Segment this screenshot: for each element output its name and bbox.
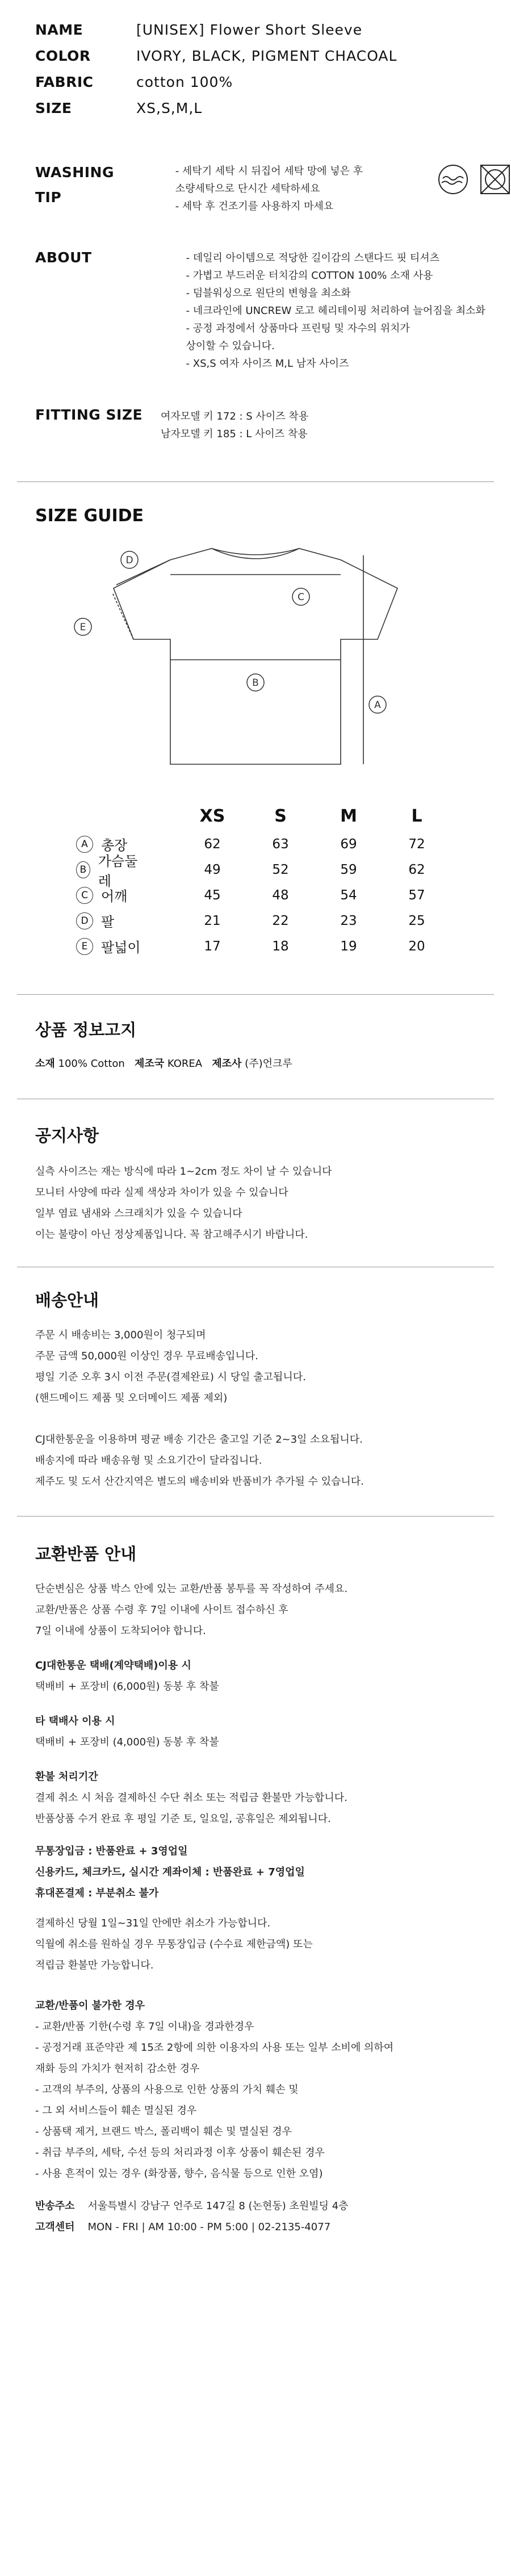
maker-label: 제조사	[212, 1058, 242, 1070]
row-label: 총장	[101, 837, 128, 853]
about-line: 상이할 수 있습니다.	[186, 340, 275, 352]
refund-head: 환불 처리기간	[35, 1771, 98, 1783]
exchange-title: 교환반품 안내	[35, 1544, 137, 1564]
other-courier-head: 타 택배사 이용 시	[35, 1715, 115, 1727]
tshirt-collar	[212, 548, 299, 559]
shipping-line: 배송지에 따라 배송유형 및 소요기간이 달라집니다.	[35, 1455, 262, 1467]
marker-a-text: A	[374, 700, 381, 711]
payment-line: 휴대폰결제 : 부분취소 불가	[35, 1887, 159, 1899]
impossible-line: - 사용 흔적이 있는 경우 (화장품, 향수, 음식물 등으로 인한 오염)	[35, 2168, 323, 2180]
about-line: - 네크라인에 UNCREW 로고 헤리테이핑 처리하여 늘어짐을 최소화	[186, 305, 485, 317]
return-address-value: 서울특별시 강남구 언주로 147길 8 (논현동) 초원빌딩 4층	[87, 2200, 349, 2212]
row-marker: B	[76, 861, 90, 878]
about-line: - 데일리 아이템으로 적당한 길이감의 스탠다드 핏 티셔츠	[186, 252, 439, 264]
marker-c	[292, 588, 309, 605]
notice-line: 일부 염료 냄새와 스크래치가 있을 수 있습니다	[35, 1208, 242, 1220]
wash-icons	[437, 164, 511, 215]
product-notice-line	[35, 1055, 476, 1070]
about-line: - XS,S 여자 사이즈 M,L 남자 사이즈	[186, 358, 349, 370]
shipping-line: 제주도 및 도서 산간지역은 별도의 배송비와 반품비가 추가될 수 있습니다.	[35, 1476, 364, 1488]
notice-section	[0, 1099, 511, 1267]
return-address-line	[35, 2196, 476, 2217]
size-cell: 54	[340, 887, 357, 903]
row-label: 팔	[101, 914, 115, 930]
size-cell: 63	[272, 836, 289, 852]
about-line: - 공정 과정에서 상품마다 프린팅 및 자수의 위치가	[186, 322, 410, 334]
size-cell: 22	[272, 913, 289, 928]
color-label: COLOR	[35, 48, 91, 64]
washing-lines	[135, 162, 437, 215]
notice-line: 실측 사이즈는 재는 방식에 따라 1~2cm 정도 차이 날 수 있습니다	[35, 1166, 332, 1178]
about-label: ABOUT	[35, 249, 92, 266]
row-marker: D	[76, 912, 93, 929]
notice-line: 이는 불량이 아닌 정상제품입니다. 꼭 참고해주시기 바랍니다.	[35, 1229, 308, 1241]
size-cell: 62	[204, 836, 221, 852]
fabric-label: FABRIC	[35, 74, 94, 90]
cj-line: 택배비 + 포장비 (6,000원) 동봉 후 착불	[35, 1681, 219, 1693]
tshirt-outline	[114, 548, 397, 764]
marker-a	[369, 696, 386, 713]
size-cell: 20	[408, 939, 425, 954]
marker-b-text: B	[252, 677, 259, 689]
about-line: - 가볍고 부드러운 터치감의 COTTON 100% 소재 사용	[186, 270, 433, 282]
about-line: - 덤블워싱으로 원단의 변형을 최소화	[186, 287, 351, 299]
washing-line: - 세탁기 세탁 시 뒤집어 세탁 망에 넣은 후	[175, 165, 363, 177]
about-lines	[92, 249, 485, 372]
material-label: 소재	[35, 1058, 55, 1070]
row-marker: E	[76, 938, 93, 955]
spec-fabric-row	[35, 74, 511, 100]
row-label: 어깨	[101, 889, 128, 904]
phone-line: 결제하신 당월 1일~31일 안에만 취소가 가능합니다.	[35, 1917, 271, 1929]
size-label: SIZE	[35, 100, 72, 116]
washing-label	[35, 160, 135, 215]
about-section	[35, 249, 511, 372]
size-cell: 59	[340, 862, 357, 877]
material-value: 100% Cotton	[58, 1058, 125, 1070]
washing-line: - 세탁 후 건조기를 사용하지 마세요	[175, 200, 334, 212]
spec-color-row	[35, 48, 511, 74]
phone-line: 익월에 취소를 원하실 경우 무통장입금 (수수료 제한금액) 또는	[35, 1938, 313, 1950]
size-cell: 45	[204, 887, 221, 903]
name-value: [UNISEX] Flower Short Sleeve	[136, 22, 363, 38]
exchange-intro-line: 교환/반품은 상품 수령 후 7일 이내에 사이트 접수하신 후	[35, 1604, 288, 1616]
impossible-head: 교환/반품이 불가한 경우	[35, 2000, 145, 2012]
fitting-line: 여자모델 키 172 : S 사이즈 착용	[161, 411, 309, 422]
notice-title: 공지사항	[35, 1126, 99, 1145]
washing-tip	[35, 160, 511, 215]
other-courier-line: 택배비 + 포장비 (4,000원) 동봉 후 착불	[35, 1736, 219, 1748]
size-cell: 23	[340, 913, 357, 928]
country-value: KOREA	[167, 1058, 203, 1070]
name-label: NAME	[35, 22, 83, 38]
washing-label-line1: WASHING	[35, 164, 114, 181]
size-cell: 72	[408, 836, 425, 852]
size-cell: 19	[340, 939, 357, 954]
phone-line: 적립금 환불만 가능합니다.	[35, 1959, 154, 1971]
fabric-value: cotton 100%	[136, 74, 233, 90]
cj-head: CJ대한통운 택배(계약택배)이용 시	[35, 1660, 191, 1672]
size-cell: 52	[272, 862, 289, 877]
size-table	[0, 801, 511, 959]
shipping-line: 주문 시 배송비는 3,000원이 청구되며	[35, 1329, 206, 1341]
exchange-intro-line: 단순변심은 상품 박스 안에 있는 교환/반품 봉투를 꼭 작성하여 주세요.	[35, 1583, 348, 1595]
size-cell: 25	[408, 913, 425, 928]
impossible-line: - 공정거래 표준약관 제 15조 2항에 의한 이용자의 사용 또는 일부 소비에 의하여	[35, 2042, 394, 2054]
size-cell: 18	[272, 939, 289, 954]
country-label: 제조국	[135, 1058, 165, 1070]
maker-value: (주)언크루	[245, 1058, 292, 1070]
size-row-sleeve-width	[0, 933, 511, 959]
customer-center-label: 고객센터	[35, 2221, 75, 2233]
refund-line: 결제 취소 시 처음 결제하신 수단 취소 또는 적립금 환불만 가능합니다.	[35, 1792, 347, 1804]
shipping-section	[0, 1267, 511, 1516]
product-notice-section	[0, 995, 511, 1099]
exchange-section	[0, 1517, 511, 2255]
customer-center-line	[35, 2217, 476, 2238]
size-cell: 57	[408, 887, 425, 903]
washing-line: 소량세탁으로 단시간 세탁하세요	[175, 183, 320, 195]
fitting-line: 남자모델 키 185 : L 사이즈 착용	[161, 428, 308, 440]
row-label: 팔넓이	[101, 940, 141, 956]
fitting-section	[35, 407, 511, 443]
impossible-line: - 고객의 부주의, 상품의 사용으로 인한 상품의 가치 훼손 및	[35, 2084, 299, 2096]
shipping-line: 평일 기준 오후 3시 이전 주문(결제완료) 시 당일 출고됩니다.	[35, 1371, 306, 1383]
marker-e	[74, 618, 91, 635]
size-cell: 17	[204, 939, 221, 954]
row-marker: C	[76, 887, 93, 904]
fitting-label: FITTING SIZE	[35, 407, 143, 423]
size-cell: 62	[408, 862, 425, 877]
customer-center-value: MON - FRI | AM 10:00 - PM 5:00 | 02-2135-4077	[87, 2221, 331, 2233]
impossible-line: - 그 외 서비스들이 훼손 멸실된 경우	[35, 2105, 197, 2117]
size-row-sleeve	[0, 908, 511, 933]
size-col-l: L	[411, 806, 422, 826]
tshirt-diagram-svg	[0, 526, 511, 793]
payment-line: 무통장입금 : 반품완료 + 3영업일	[35, 1845, 188, 1857]
impossible-line: - 취급 부주의, 세탁, 수선 등의 처리과정 이후 상품이 훼손된 경우	[35, 2147, 325, 2159]
size-table-header	[0, 801, 511, 831]
washing-label-line2: TIP	[35, 189, 62, 206]
size-guide-title: SIZE GUIDE	[35, 506, 144, 526]
spec-name-row	[35, 22, 511, 48]
marker-c-text: C	[298, 592, 304, 603]
notice-line: 모니터 사양에 따라 실제 색상과 차이가 있을 수 있습니다	[35, 1187, 288, 1199]
impossible-line: - 상품택 제거, 브랜드 박스, 폴리백이 훼손 및 멸실된 경우	[35, 2126, 292, 2138]
row-label: 가슴둘레	[98, 853, 138, 889]
exchange-intro-line: 7일 이내에 상품이 도착되어야 합니다.	[35, 1625, 206, 1637]
size-col-s: S	[274, 806, 287, 826]
refund-line: 반품상품 수거 완료 후 평일 기준 토, 일요일, 공휴일은 제외됩니다.	[35, 1813, 331, 1825]
size-row-chest	[0, 853, 511, 889]
marker-d	[121, 551, 138, 568]
shipping-line: 주문 금액 50,000원 이상인 경우 무료배송입니다.	[35, 1350, 258, 1362]
size-cell: 21	[204, 913, 221, 928]
size-col-m: M	[340, 806, 357, 826]
impossible-line: - 교환/반품 기한(수령 후 7일 이내)을 경과한경우	[35, 2021, 254, 2033]
size-col-xs: XS	[199, 806, 225, 826]
size-cell: 69	[340, 836, 357, 852]
shipping-title: 배송안내	[35, 1291, 99, 1310]
product-notice-title: 상품 정보고지	[35, 1020, 137, 1040]
marker-b	[247, 674, 264, 691]
shipping-line: (핸드메이드 제품 및 오더메이드 제품 제외)	[35, 1392, 228, 1404]
size-value: XS,S,M,L	[136, 100, 203, 116]
color-value: IVORY, BLACK, PIGMENT CHACOAL	[136, 48, 397, 64]
product-specs	[0, 0, 511, 443]
impossible-line: 재화 등의 가치가 현저히 감소한 경우	[35, 2063, 200, 2075]
tshirt-size-diagram	[0, 526, 511, 793]
fitting-lines	[143, 408, 308, 443]
hand-wash-icon	[437, 164, 469, 195]
row-marker: A	[76, 836, 93, 853]
spec-size-row	[35, 100, 511, 126]
payment-line: 신용카드, 체크카드, 실시간 계좌이체 : 반품완료 + 7영업일	[35, 1866, 305, 1878]
return-address-label: 반송주소	[35, 2200, 75, 2212]
shipping-line: CJ대한통운을 이용하며 평균 배송 기간은 출고일 기준 2~3일 소요됩니다.	[35, 1434, 363, 1446]
marker-d-text: D	[125, 555, 133, 566]
size-cell: 48	[272, 887, 289, 903]
size-row-shoulder	[0, 882, 511, 908]
no-tumble-dry-icon	[479, 164, 511, 195]
size-cell: 49	[204, 862, 221, 877]
marker-e-text: E	[79, 622, 86, 633]
